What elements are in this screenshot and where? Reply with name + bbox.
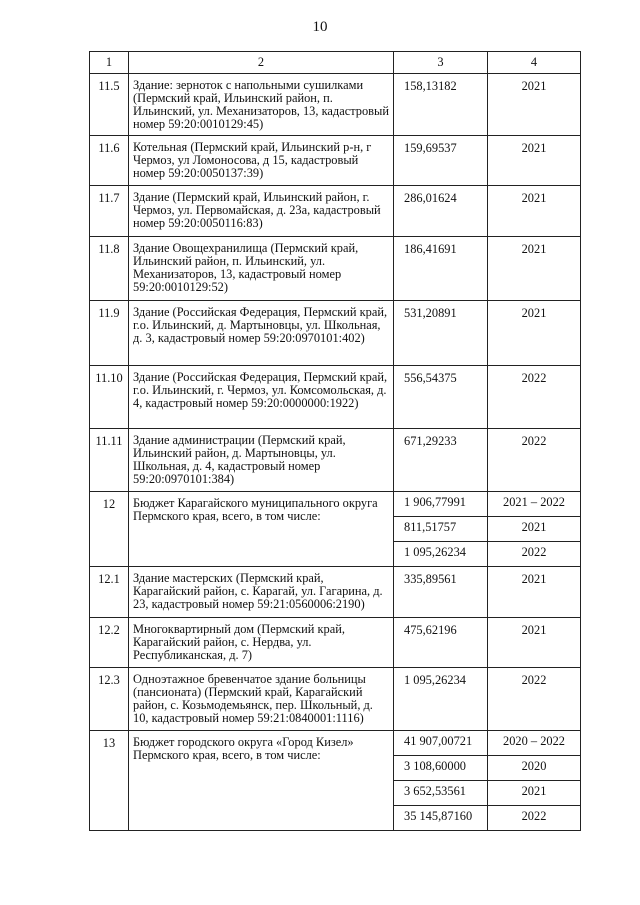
table-row: [90, 74, 581, 136]
row-number: 12: [90, 492, 129, 567]
row-year: 2020 – 2022: [488, 731, 581, 756]
row-number: 11.10: [90, 366, 129, 429]
row-number: 11.6: [90, 136, 129, 186]
row-number: 11.8: [90, 237, 129, 301]
row-description: Бюджет Карагайского муниципального округа Пермского края, всего, в том числе:: [129, 492, 394, 567]
table-row: [90, 668, 581, 731]
row-description: Здание (Российская Федерация, Пермский край, г.о. Ильинский, д. Мартыновцы, ул. Школьная, д. 3, кадастровый номер 59:20:0970101:402): [129, 301, 394, 366]
row-amount: 286,01624: [394, 186, 488, 237]
row-year: 2021: [488, 237, 581, 301]
row-year: 2022: [488, 668, 581, 731]
row-year: 2022: [488, 542, 581, 567]
row-description: Здание мастерских (Пермский край, Карагайский район, с. Карагай, ул. Гагарина, д. 23, кадастровый номер 59:21:0560006:2190): [129, 567, 394, 618]
header-col-4: 4: [488, 52, 581, 74]
row-year: 2021: [488, 186, 581, 237]
row-year: 2021: [488, 517, 581, 542]
header-col-3: 3: [394, 52, 488, 74]
row-year: 2022: [488, 429, 581, 492]
row-year: 2022: [488, 366, 581, 429]
row-year: 2021: [488, 136, 581, 186]
table-row: [90, 237, 581, 301]
table-row: [90, 567, 581, 618]
row-year: 2021: [488, 301, 581, 366]
row-number: 12.2: [90, 618, 129, 668]
header-col-2: 2: [129, 52, 394, 74]
row-description: Здание: зерноток с напольными сушилками (Пермский край, Ильинский район, п. Ильинский, ул. Механизаторов, 13, кадастровый номер 59:20:0010129:45): [129, 74, 394, 136]
row-number: 11.9: [90, 301, 129, 366]
table-row: [90, 366, 581, 429]
row-description: Одноэтажное бревенчатое здание больницы (пансионата) (Пермский край, Карагайский район, с. Козьмодемьянск, пер. Школьный, д. 10, кадастровый номер 59:21:0840001:1116): [129, 668, 394, 731]
row-amount: 531,20891: [394, 301, 488, 366]
table-row: [90, 136, 581, 186]
row-number: 11.5: [90, 74, 129, 136]
row-amount: 556,54375: [394, 366, 488, 429]
row-amount: 3 108,60000: [394, 756, 488, 781]
row-description: Здание (Пермский край, Ильинский район, г. Чермоз, ул. Первомайская, д. 23а, кадастровый номер 59:20:0050116:83): [129, 186, 394, 237]
row-amount: 41 907,00721: [394, 731, 488, 756]
row-year: 2022: [488, 806, 581, 831]
row-amount: 1 906,77991: [394, 492, 488, 517]
row-description: Многоквартирный дом (Пермский край, Карагайский район, с. Нердва, ул. Республиканская, д. 7): [129, 618, 394, 668]
row-amount: 1 095,26234: [394, 542, 488, 567]
table-row: [90, 186, 581, 237]
row-year: 2020: [488, 756, 581, 781]
row-description: Здание администрации (Пермский край, Ильинский район, д. Мартыновцы, ул. Школьная, д. 4, кадастровый номер 59:20:0970101:384): [129, 429, 394, 492]
row-amount: 3 652,53561: [394, 781, 488, 806]
row-amount: 35 145,87160: [394, 806, 488, 831]
table-row: [90, 618, 581, 668]
row-amount: 186,41691: [394, 237, 488, 301]
row-description: Здание (Российская Федерация, Пермский край, г.о. Ильинский, г. Чермоз, ул. Комсомольская, д. 4, кадастровый номер 59:20:0000000:1922): [129, 366, 394, 429]
row-description: Бюджет городского округа «Город Кизел» Пермского края, всего, в том числе:: [129, 731, 394, 831]
row-amount: 159,69537: [394, 136, 488, 186]
header-col-1: 1: [90, 52, 129, 74]
table-header-row: [90, 52, 581, 74]
row-year: 2021: [488, 618, 581, 668]
row-year: 2021: [488, 74, 581, 136]
row-year: 2021: [488, 781, 581, 806]
table-row: [90, 731, 581, 756]
row-number: 13: [90, 731, 129, 831]
row-number: 11.11: [90, 429, 129, 492]
row-amount: 811,51757: [394, 517, 488, 542]
row-number: 12.1: [90, 567, 129, 618]
row-number: 12.3: [90, 668, 129, 731]
row-number: 11.7: [90, 186, 129, 237]
row-amount: 475,62196: [394, 618, 488, 668]
table-row: [90, 492, 581, 517]
row-year: 2021: [488, 567, 581, 618]
row-description: Здание Овощехранилища (Пермский край, Ильинский район, п. Ильинский, ул. Механизаторов, 13, кадастровый номер 59:20:0010129:52): [129, 237, 394, 301]
row-amount: 671,29233: [394, 429, 488, 492]
row-amount: 335,89561: [394, 567, 488, 618]
row-year: 2021 – 2022: [488, 492, 581, 517]
page-number: 10: [312, 19, 328, 35]
table-row: [90, 301, 581, 366]
row-amount: 1 095,26234: [394, 668, 488, 731]
table-row: [90, 429, 581, 492]
budget-table: [89, 51, 581, 831]
row-description: Котельная (Пермский край, Ильинский р-н, г Чермоз, ул Ломоносова, д 15, кадастровый номер 59:20:0050137:39): [129, 136, 394, 186]
row-amount: 158,13182: [394, 74, 488, 136]
